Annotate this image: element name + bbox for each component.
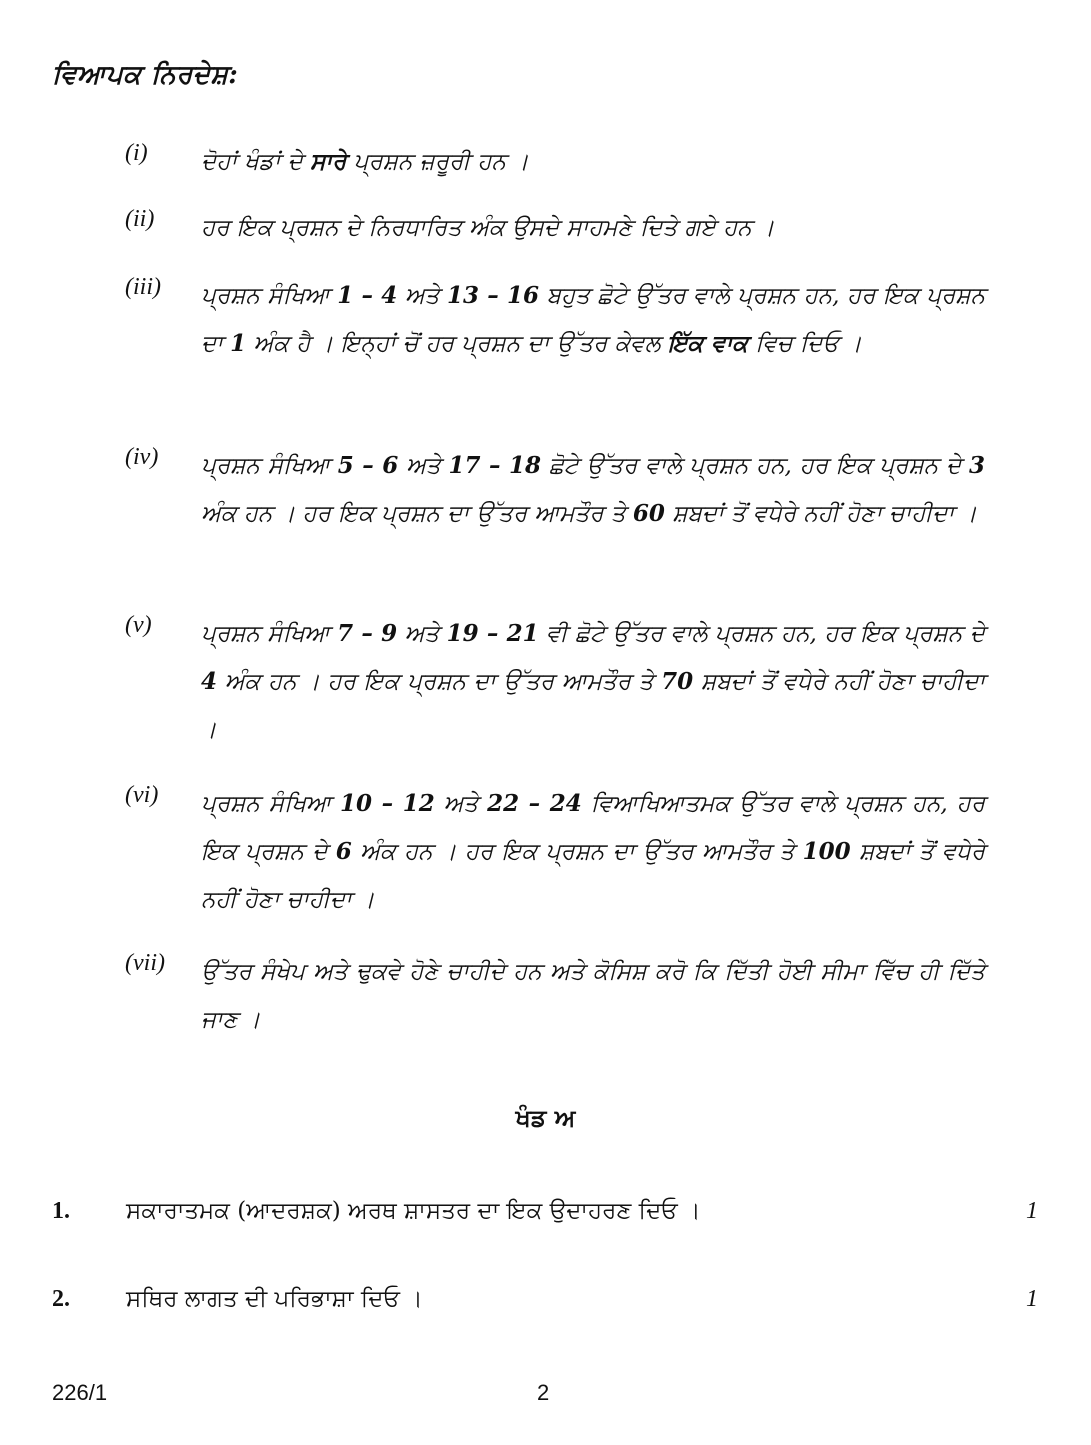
text-run: ਪ੍ਰਸ਼ਨ ਸੰਖਿਆ bbox=[201, 283, 338, 309]
bold-text: ਇੱਕ ਵਾਕ bbox=[667, 330, 748, 357]
text-run: ਅੰਕ ਹਨ । ਹਰ ਇਕ ਪ੍ਰਸ਼ਨ ਦਾ ਉੱਤਰ ਆਮਤੌਰ ਤੇ bbox=[351, 839, 803, 865]
text-run: ਹਰ ਇਕ ਪ੍ਰਸ਼ਨ ਦੇ ਨਿਰਧਾਰਿਤ ਅੰਕ ਉਸਦੇ ਸਾਹਮਣੇ ਦਿਤੇ ਗਏ ਹਨ । bbox=[201, 215, 775, 241]
bold-text: 1 – 4 bbox=[337, 282, 398, 309]
text-run: ਅਤੇ bbox=[398, 453, 449, 479]
text-run: ਅਤੇ bbox=[434, 791, 488, 817]
text-run: ਅਤੇ bbox=[397, 283, 447, 309]
bold-text: 5 – 6 bbox=[337, 452, 399, 479]
text-run: ਅੰਕ ਹਨ । ਹਰ ਇਕ ਪ੍ਰਸ਼ਨ ਦਾ ਉੱਤਰ ਆਮਤੌਰ ਤੇ bbox=[201, 501, 633, 527]
question-marks: 1 bbox=[1026, 1286, 1038, 1312]
instruction-text bbox=[201, 442, 985, 538]
question-number: 2. bbox=[52, 1286, 70, 1312]
instruction-number: (vi) bbox=[125, 782, 159, 808]
instruction-number: (vii) bbox=[125, 950, 165, 976]
text-run: ਛੋਟੇ ਉੱਤਰ ਵਾਲੇ ਪ੍ਰਸ਼ਨ ਹਨ, ਹਰ ਇਕ ਪ੍ਰਸ਼ਨ ਦੇ bbox=[541, 453, 969, 479]
instruction-number: (ii) bbox=[125, 206, 155, 232]
bold-text: 17 – 18 bbox=[448, 452, 541, 479]
instruction-number: (v) bbox=[125, 612, 152, 638]
general-instructions-heading: ਵਿਆਪਕ ਨਿਰਦੇਸ਼: bbox=[52, 60, 239, 90]
question-number: 1. bbox=[52, 1198, 70, 1224]
instruction-number: (i) bbox=[125, 140, 148, 166]
text-run: ਅੰਕ ਹਨ । ਹਰ ਇਕ ਪ੍ਰਸ਼ਨ ਦਾ ਉੱਤਰ ਆਮਤੌਰ ਤੇ bbox=[217, 669, 662, 695]
text-run: ਸ਼ਬਦਾਂ ਤੋਂ ਵਧੇਰੇ ਨਹੀਂ ਹੋਣਾ ਚਾਹੀਦਾ । bbox=[201, 839, 985, 913]
instruction-text bbox=[201, 272, 985, 368]
instruction-number: (iii) bbox=[125, 274, 161, 300]
bold-text: 4 bbox=[201, 668, 218, 695]
question-text: ਸਕਾਰਾਤਮਕ (ਆਦਰਸ਼ਕ) ਅਰਥ ਸ਼ਾਸਤਰ ਦਾ ਇਕ ਉਦਾਹਰਣ ਦਿਓ । bbox=[126, 1198, 701, 1224]
text-run: ਪ੍ਰਸ਼ਨ ਸੰਖਿਆ bbox=[201, 791, 340, 817]
text-run: ਅੰਕ ਹੈ । ਇਨ੍ਹਾਂ ਚੋਂ ਹਰ ਪ੍ਰਸ਼ਨ ਦਾ ਉੱਤਰ ਕੇਵਲ bbox=[246, 331, 668, 357]
instruction-text bbox=[201, 204, 985, 252]
text-run: ਵਿਆਖਿਆਤਮਕ ਉੱਤਰ ਵਾਲੇ ਪ੍ਰਸ਼ਨ ਹਨ, ਹਰ ਇਕ ਪ੍ਰਸ਼ਨ ਦੇ bbox=[201, 791, 986, 865]
bold-text: ਸਾਰੇ bbox=[310, 148, 347, 175]
bold-text: 10 – 12 bbox=[339, 790, 435, 817]
bold-text: 60 bbox=[632, 500, 665, 527]
instruction-text bbox=[201, 138, 985, 186]
instruction-text bbox=[201, 948, 985, 1044]
section-title: ਖੰਡ ਅ bbox=[515, 1103, 576, 1132]
text-run: ਸ਼ਬਦਾਂ ਤੋਂ ਵਧੇਰੇ ਨਹੀਂ ਹੋਣਾ ਚਾਹੀਦਾ । bbox=[664, 501, 977, 527]
text-run: ਪ੍ਰਸ਼ਨ ਸੰਖਿਆ bbox=[201, 453, 338, 479]
text-run: ਪ੍ਰਸ਼ਨ ਜ਼ਰੂਰੀ ਹਨ । bbox=[346, 149, 529, 175]
text-run: ਸ਼ਬਦਾਂ ਤੋਂ ਵਧੇਰੇ ਨਹੀਂ ਹੋਣਾ ਚਾਹੀਦਾ । bbox=[201, 669, 985, 743]
bold-text: 6 bbox=[335, 838, 352, 865]
text-run: ਅਤੇ bbox=[397, 621, 447, 647]
bold-text: 22 – 24 bbox=[487, 790, 582, 817]
text-run: ਵਿਚ ਦਿਓ । bbox=[747, 331, 862, 357]
question-marks: 1 bbox=[1026, 1198, 1038, 1224]
text-run: ਪ੍ਰਸ਼ਨ ਸੰਖਿਆ bbox=[201, 621, 338, 647]
text-run: ਉੱਤਰ ਸੰਖੇਪ ਅਤੇ ਢੁਕਵੇ ਹੋਣੇ ਚਾਹੀਦੇ ਹਨ ਅਤੇ ਕੋਸਿਸ਼ ਕਰੋ ਕਿ ਦਿੱਤੀ ਹੋਈ ਸੀਮਾ ਵਿੱਚ ਹੀ ਦਿੱਤੇ ਜਾਣ । bbox=[201, 959, 985, 1033]
question-text: ਸਥਿਰ ਲਾਗਤ ਦੀ ਪਰਿਭਾਸ਼ਾ ਦਿਓ । bbox=[126, 1286, 423, 1312]
bold-text: 7 – 9 bbox=[337, 620, 398, 647]
bold-text: 70 bbox=[661, 668, 694, 695]
bold-text: 19 – 21 bbox=[446, 620, 539, 647]
text-run: ਦੋਹਾਂ ਖੰਡਾਂ ਦੇ bbox=[201, 149, 311, 175]
bold-text: 100 bbox=[802, 838, 851, 865]
page-number: 2 bbox=[537, 1380, 550, 1405]
bold-text: 3 bbox=[969, 452, 986, 479]
paper-code: 226/1 bbox=[52, 1380, 108, 1405]
text-run: ਵੀ ਛੋਟੇ ਉੱਤਰ ਵਾਲੇ ਪ੍ਰਸ਼ਨ ਹਨ, ਹਰ ਇਕ ਪ੍ਰਸ਼ਨ ਦੇ bbox=[538, 621, 985, 647]
question-row bbox=[52, 1198, 1038, 1238]
question-row bbox=[52, 1286, 1038, 1326]
bold-text: 1 bbox=[230, 330, 247, 357]
instruction-number: (iv) bbox=[125, 444, 159, 470]
text-run: ਬਹੁਤ ਛੋਟੇ ਉੱਤਰ ਵਾਲੇ ਪ੍ਰਸ਼ਨ ਹਨ, ਹਰ ਇਕ ਪ੍ਰਸ਼ਨ ਦਾ bbox=[201, 283, 985, 357]
instruction-text bbox=[201, 780, 985, 924]
instruction-text bbox=[201, 610, 985, 754]
bold-text: 13 – 16 bbox=[446, 282, 540, 309]
